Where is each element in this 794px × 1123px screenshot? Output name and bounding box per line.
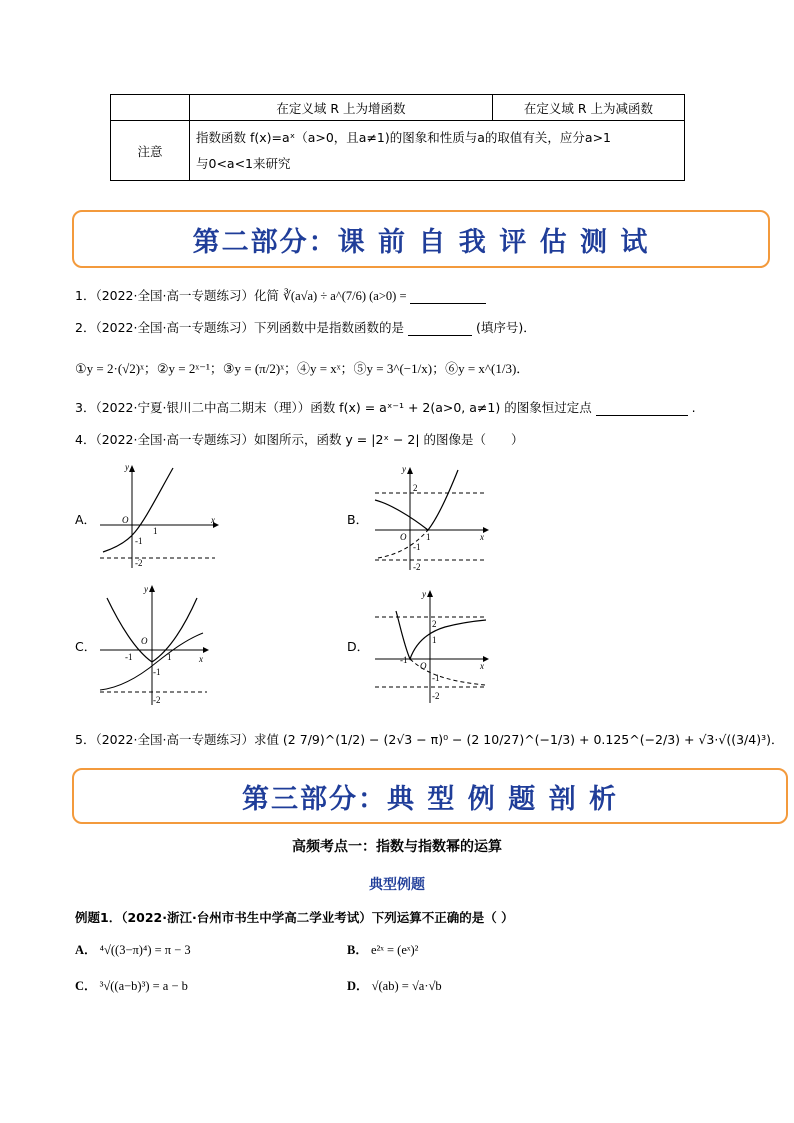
header-increasing-text: 在定义域 R 上为增函数	[276, 100, 406, 116]
option-a-label: A．	[75, 512, 97, 527]
graph-a-tick-neg2: -2	[135, 558, 143, 568]
question-2-blank	[408, 335, 472, 336]
graph-a-origin: O	[122, 515, 129, 525]
question-1-math: ∛(a√a) ÷ a^(7/6) (a>0) =	[282, 289, 407, 303]
example-1-option-c-label: C．	[75, 979, 97, 993]
example-1-option-a-label: A．	[75, 943, 97, 957]
graph-c-origin: O	[141, 636, 148, 646]
example-1-option-b-label: B．	[347, 943, 368, 957]
table-corner-cell	[111, 95, 190, 121]
question-2	[75, 318, 536, 336]
graph-d-tick-neg2: -2	[432, 691, 440, 701]
graph-c-tick-neg1-y: -1	[153, 667, 161, 677]
graph-b-y-label: y	[402, 464, 406, 474]
question-5	[75, 730, 783, 748]
question-1	[75, 286, 486, 304]
note-label-cell	[111, 121, 190, 181]
example-1-option-c[interactable]	[75, 976, 188, 994]
example-1-option-b-text: e²ˣ = (eˣ)²	[370, 943, 419, 957]
question-3	[75, 398, 696, 416]
example-1-option-d-text: √(ab) = √a·√b	[371, 979, 442, 993]
graph-d-tick-neg1-y: -1	[432, 673, 440, 683]
example-1-option-c-text: ³√((a−b)³) = a − b	[99, 979, 188, 993]
graph-d-origin: O	[420, 661, 427, 671]
graph-option-b	[370, 460, 495, 575]
graph-c-y-label: y	[144, 584, 148, 594]
example-1-text: 例题1．（2022·浙江·台州市书生中学高二学业考试）下列运算不正确的是（ ）	[75, 910, 514, 925]
graph-c-tick-1: 1	[167, 652, 172, 662]
question-2-tail: (填序号)．	[475, 320, 536, 335]
graph-d-tick-1: 1	[432, 635, 437, 645]
graph-d-y-label: y	[422, 589, 426, 599]
note-label: 注意	[137, 143, 163, 159]
question-3-text: 3．（2022·宁夏·银川二中高二期末（理））函数 f(x) = aˣ⁻¹ + 2(a>0, a≠1) 的图象恒过定点	[75, 400, 592, 415]
section3-banner	[72, 768, 788, 824]
option-d-label: D．	[347, 639, 370, 654]
graph-option-a	[95, 460, 225, 575]
question-3-blank	[596, 415, 688, 416]
question-2-options-text: ①y = 2·(√2)ˣ；②y = 2ˣ⁻¹；③y = (π/2)ˣ；④y = xˣ；⑤y = 3^(−1/x)；⑥y = x^(1/3)．	[75, 361, 530, 376]
example-1-stem	[75, 908, 514, 926]
graph-d-tick-2: 2	[432, 619, 437, 629]
question-2-text: 2．（2022·全国·高一专题练习）下列函数中是指数函数的是	[75, 320, 404, 335]
question-1-blank	[410, 303, 486, 304]
question-1-prefix: 1．（2022·全国·高一专题练习）化简	[75, 288, 279, 303]
table-header-decreasing	[493, 95, 685, 121]
header-decreasing-text: 在定义域 R 上为减函数	[523, 100, 654, 116]
section3-title: 第三部分：典 型 例 题 剖 析	[242, 783, 618, 815]
question-4-text: 4．（2022·全国·高一专题练习）如图所示，函数 y = |2ˣ − 2| 的图像是（ ）	[75, 432, 524, 447]
graph-b-tick-2: 2	[413, 483, 418, 493]
typical-heading	[0, 874, 794, 894]
graph-option-c	[95, 580, 220, 708]
question-2-options	[75, 358, 529, 377]
section2-banner	[72, 210, 770, 268]
graph-c-tick-neg1-x: -1	[125, 652, 133, 662]
question-4	[75, 430, 524, 448]
section2-title: 第二部分：课 前 自 我 评 估 测 试	[192, 226, 650, 258]
graph-a-x-label: x	[211, 515, 215, 525]
graph-a-tick-neg1: -1	[135, 536, 143, 546]
note-cell	[190, 121, 685, 181]
example-1-option-a-text: ⁴√((3−π)⁴) = π − 3	[99, 943, 191, 957]
example-1-option-a[interactable]	[75, 940, 191, 958]
note-line-2: 与0<a<1来研究	[196, 155, 291, 171]
properties-table	[110, 94, 685, 181]
graph-d-tick-neg1-x: -1	[400, 655, 408, 665]
graph-b-tick-neg1: -1	[413, 542, 421, 552]
topic-heading	[0, 836, 794, 856]
table-header-increasing	[190, 95, 493, 121]
graph-b-x-label: x	[480, 532, 484, 542]
note-line-1: 指数函数 f(x)=aˣ（a>0，且a≠1)的图象和性质与a的取值有关，应分a>1	[196, 129, 612, 145]
option-b-label: B．	[347, 512, 369, 527]
option-c-label: C．	[75, 639, 97, 654]
graph-b-tick-neg2: -2	[413, 562, 421, 572]
question-5-text: 5．（2022·全国·高一专题练习）求值 (2 7/9)^(1/2) − (2√3 − π)⁰ − (2 10/27)^(−1/3) + 0.125^(−2/3) + √3·√((3/4)³)．	[75, 732, 784, 747]
graph-d-x-label: x	[480, 661, 484, 671]
graph-a-tick-1: 1	[153, 526, 158, 536]
graph-c-tick-neg2: -2	[153, 695, 161, 705]
graph-b-tick-1: 1	[426, 532, 431, 542]
question-3-tail: .	[691, 400, 696, 415]
example-1-option-d-label: D．	[347, 979, 369, 993]
graph-c-x-label: x	[199, 654, 203, 664]
example-1-option-b[interactable]	[347, 940, 418, 958]
typical-heading-text: 典型例题	[369, 877, 425, 893]
topic-heading-text: 高频考点一：指数与指数幂的运算	[292, 839, 502, 855]
graph-a-y-label: y	[125, 462, 129, 472]
graph-option-d	[370, 585, 495, 705]
graph-b-origin: O	[400, 532, 407, 542]
example-1-option-d[interactable]	[347, 976, 442, 994]
